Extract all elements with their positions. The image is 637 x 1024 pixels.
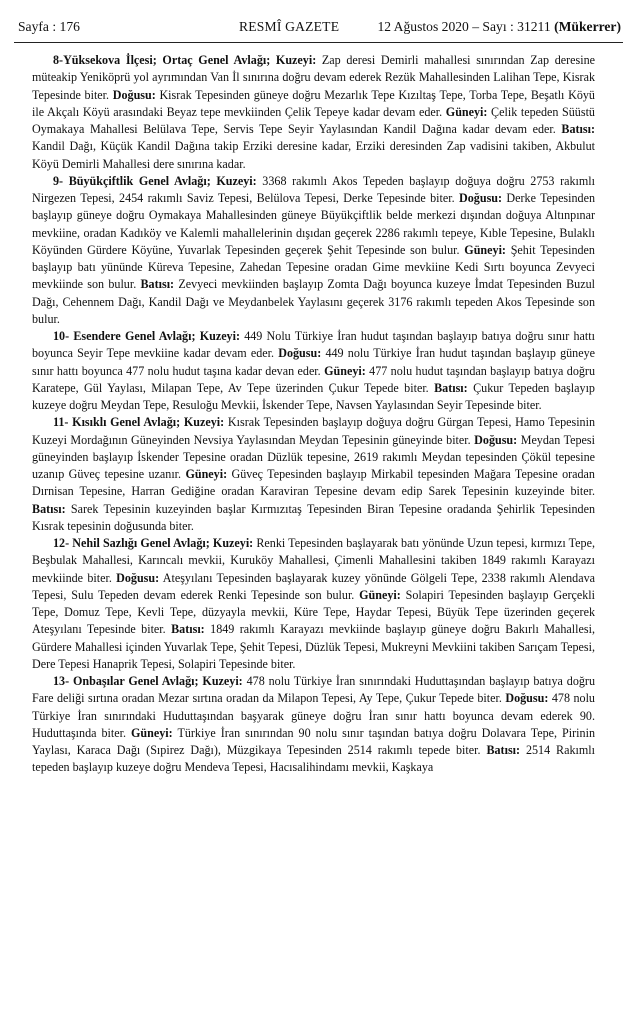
issue-date: 12 Ağustos 2020 – Sayı : 31211 xyxy=(377,19,551,34)
boundary-text: Derke Tepesinden başlayıp güneye doğru Oymakaya Mahallesinden güneye Büyükçiftlik belde merkezi dışından doğuya Altınpınar mevkiine, oradan Kadıköy ve Kalemli mahallelerinin dışıdan geçerek 2286 rakımlı tepeye, Kıble Tepesine, Bulaklı Köyünden Gürdere Köyüne, Yuvarlak Tepesinden geçerek Şehit Tepesinde son bulur. xyxy=(32,191,596,257)
section-title: 9- Büyükçiftlik Genel Avlağı; xyxy=(53,173,211,188)
page-number: Sayfa : 176 xyxy=(18,19,80,34)
boundary-text: Kısrak Tepesinden başlayıp doğuya doğru Gürgan Tepesi, Hamo Tepesinin Kuzeyi Mordağının Güneyinden Nevsiya Yaylasından Meydan Tepesinin güneyinde biter. xyxy=(32,415,596,447)
section-title: 12- Nehil Sazlığı Genel Avlağı; xyxy=(53,536,210,550)
section-paragraph xyxy=(32,414,595,535)
boundary-text: Renki Tepesinden başlayarak batı yönünde Uzun tepesi, kırmızı Tepe, Beşbulak Mahallesi, Karıncalı mevkii, Kuruköy Mahallesi, Çimenli Mahallesini takiben 1849 rakımlı Karayazı mevkiinde biter. xyxy=(32,536,595,585)
boundary-text: Meydan Tepesi güneyinden başlayıp İskender Tepesine oradan Düzlük tepesine, 2619 rakımlı Meydan tepesinden Çökül tepesine uzanıp Güveç tepesine uzanır. xyxy=(32,432,595,481)
section-paragraph xyxy=(32,535,595,673)
boundary-text: Sarek Tepesinin kuzeyinden başlar Kırmızıtaş Tepesinden Biran Tepesine oradanda Şehirlik Tepesinden Kısrak tepesinin doğusunda biter. xyxy=(32,501,596,533)
section-title: 11- Kısıklı Genel Avlağı; xyxy=(53,415,181,430)
direction-label: Batısı: xyxy=(561,122,595,136)
direction-label: Batısı: xyxy=(171,622,205,637)
boundary-text: 449 Nolu Türkiye İran hudut taşından başlayıp batıya doğru sınır hattı boyunca Seyir Tepe mevkiine kadar devam eder. xyxy=(32,329,595,361)
section-paragraph xyxy=(32,173,595,328)
boundary-text: Güveç Tepesinden başlayıp Mirkabil tepesinden Mağara Tepesine oradan Dırnisan Tepesine, Harran Gediğine oradan Karaviran Tepesine devam edip Sarek Tepesinin kuzeyinde biter. xyxy=(32,467,595,499)
section-paragraph xyxy=(32,52,595,173)
document-body xyxy=(32,52,595,777)
boundary-text: 477 nolu hudut taşından başlayıp batıya doğru Karatepe, Gül Yaylası, Milapan Tepe, Av Tepe üzerinden Çukur Tepede biter. xyxy=(32,363,596,395)
boundary-text: Solapiri Tepesinden başlayıp Gerçekli Tepe, Domuz Tepe, Kevli Tepe, düzyayla mevkii, Küre Tepe, Haydar Tepesi, Büyük Tepe üzerinden geçerek Ateşyılanı Tepesinde biter. xyxy=(32,587,595,637)
direction-label: Kuzeyi: xyxy=(183,415,225,430)
direction-label: Kuzeyi: xyxy=(199,329,240,343)
boundary-text: Ateşyılanı Tepesinden başlayarak kuzey yönünde Gölgeli Tepe, 2338 rakımlı Alendava Tepesi, Sulu Tepeden devam ederek Renki Tepesinde son bulur. xyxy=(32,570,596,602)
direction-label: Kuzeyi: xyxy=(275,53,317,67)
direction-label: Güneyi: xyxy=(359,587,401,602)
direction-label: Batısı: xyxy=(32,501,66,516)
page-header xyxy=(14,16,623,43)
boundary-text: Çukur Tepeden başlayıp kuzeye doğru Meydan Tepe, Resuloğu Mevkii, İskender Tepe, Navsen Yaylasından Seyir Tepesinde biter. xyxy=(32,380,595,412)
direction-label: Kuzeyi: xyxy=(202,674,243,688)
direction-label: Doğusu: xyxy=(459,191,503,205)
direction-label: Güneyi: xyxy=(131,725,173,740)
issue-info xyxy=(377,19,621,35)
direction-label: Batısı: xyxy=(486,743,521,757)
direction-label: Kuzeyi: xyxy=(212,536,254,550)
direction-label: Doğusu: xyxy=(474,432,518,447)
gazette-name: RESMÎ GAZETE xyxy=(239,19,340,34)
direction-label: Güneyi: xyxy=(445,104,488,119)
direction-label: Kuzeyi: xyxy=(216,173,257,188)
boundary-text: 2514 Rakımlı tepeden başlayıp kuzeye doğru Mendeva Tepesi, Hacısalihindamı mevkii, Kaşkaya xyxy=(32,743,596,775)
boundary-text: 478 nolu Türkiye İran sınırındaki Huduttaşından başlayıp batıya doğru Fare deliği sırtına oradan Mezar sırtına oradan da Milapon Tepesi, Ay Tepe, Çukur Tepede biter. xyxy=(32,674,596,706)
boundary-text: 478 nolu Türkiye İran sınırındaki Huduttaşından başyarak güneye doğru İran sınır hattı boyunca devam ederek 90. Huduttaşında biter. xyxy=(32,691,595,740)
boundary-text: Zap deresi Demirli mahallesi sınırından Zap deresine müteakip Yeniköprü yol ayrımından Van İl sınırına doğru devam ederek Rezük Mahallesinden Lalihan Tepe, Kisrak Tepesinde biter. xyxy=(32,53,595,102)
section-title: 13- Onbaşılar Genel Avlağı; xyxy=(53,674,199,688)
section-title: 8-Yüksekova İlçesi; Ortaç Genel Avlağı; xyxy=(53,53,271,67)
boundary-text: Kandil Dağı, Küçük Kandil Dağına takip Erziki deresine kadar, Erziki deresinden Zap vadisini takiben, Akbulut Köyü Demirli Mahallesi dere sınırına kadar. xyxy=(32,139,595,171)
boundary-text: Zevyeci mevkiinden başlayıp Zomta Dağı boyunca kuzeye İmdat Tepesinden Buzul Dağı, Cehennem Dağı, Kandil Dağı ve Meydanbelek Yaylasını geçerek 3176 rakımlı tepeden Akos Tepesinde son bulur. xyxy=(32,277,595,326)
direction-label: Güneyi: xyxy=(464,242,506,257)
section-paragraph xyxy=(32,673,595,777)
direction-label: Güneyi: xyxy=(324,363,366,378)
direction-label: Doğusu: xyxy=(112,87,156,102)
boundary-text: 449 nolu Türkiye İran hudut taşından başlayıp güneye sınır hattı boyunca 477 nolu hudut taşına kadar devan eder. xyxy=(32,346,596,378)
direction-label: Doğusu: xyxy=(278,346,322,361)
boundary-text: 1849 rakımlı Karayazı mevkiinde başlayıp güneye doğru Bakırlı Mahallesi, Gürdere Mahallesi içinden Yuvarlak Tepe, Şehit Tepesi, Düzlük Tepesi, Mukreyni Mevkiini takiben Sarıçam Tepesi, Dere Tepesi Hanaprik Tepesi, Solapiri Tepesinde biter. xyxy=(32,622,595,671)
section-title: 10- Esendere Genel Avlağı; xyxy=(53,329,196,343)
boundary-text: Çelik tepeden Süüstü Oymakaya Mahallesi Belülava Tepe, Servis Tepe Seyir Yaylasından Kandil Dağına kadar devam eder. xyxy=(32,104,595,136)
boundary-text: Türkiye İran sınırından 90 nolu sınır taşından batıya doğru Dolavara Tepe, Pirinin Yaylası, Karaca Dağı (Sıpirez Dağı), Müzgikaya Tepesinden 2514 rakımlı tepede biter. xyxy=(32,725,595,757)
section-paragraph xyxy=(32,328,595,414)
direction-label: Güneyi: xyxy=(185,467,228,481)
direction-label: Doğusu: xyxy=(116,570,160,585)
direction-label: Doğusu: xyxy=(505,691,549,706)
boundary-text: 3368 rakımlı Akos Tepeden başlayıp doğuya doğru 2753 rakımlı Nirgezen Tepesi, 2454 rakımlı Saviz Tepesi, Belülova Tepesi, Derke Tepesinde biter. xyxy=(32,173,596,205)
direction-label: Batısı: xyxy=(140,277,175,292)
boundary-text: Şehit Tepesinden başlayıp batı yününde Küreva Tepesine, Zahedan Tepesine oradan Gime mevkiine Kedi Sırtı boyunca Zevyeci mevkiinde son bulur. xyxy=(32,242,595,292)
issue-tag: (Mükerrer) xyxy=(554,19,621,34)
boundary-text: Kisrak Tepesinden güneye doğru Mezarlık Tepe Kızıltaş Tepe, Torba Tepe, Beşatlı Köyü ile Akçalı Köyü arasındaki Beyaz tepe mevkiinden Çelik Tepeye kadar devam eder. xyxy=(32,87,595,119)
direction-label: Batısı: xyxy=(434,380,468,395)
